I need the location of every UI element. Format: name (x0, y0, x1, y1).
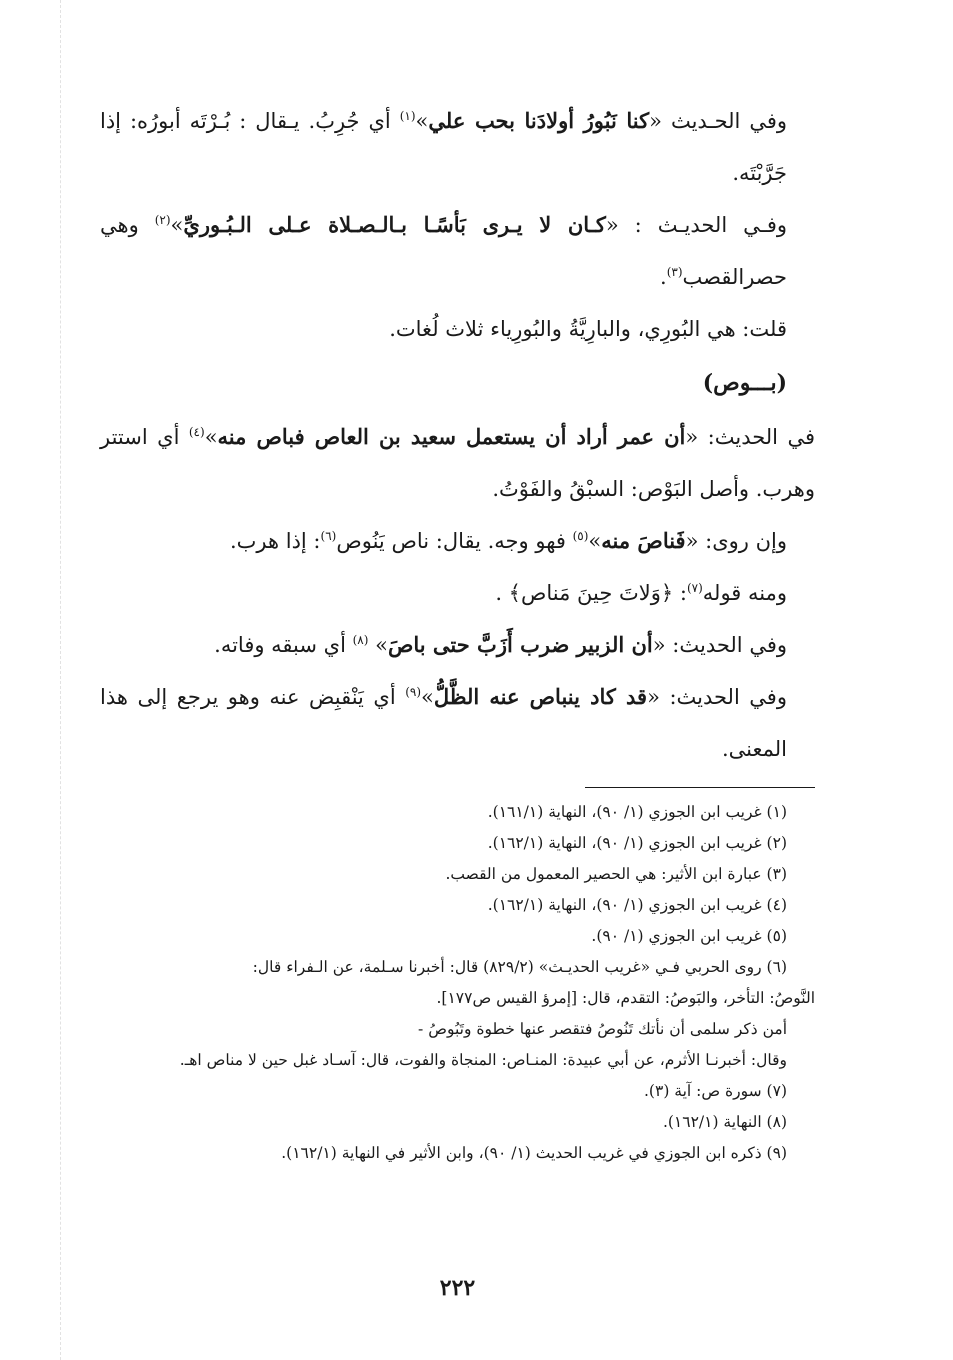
text-run: وفي الحديث: « (647, 685, 787, 709)
text-run: وهي حصرالقصب (100, 213, 787, 289)
footnote-5: (٥) غريب ابن الجوزي (١/ ٩٠). (591, 927, 787, 945)
quran-quote: : ﴿وَلاتَ حِينَ مَناص﴾ . (495, 581, 687, 605)
footnote-6-continued: النَّوصُ: التأخر، والبَوصُ: التقدم، قال: [إمرؤ القيس ص١٧٧]. (436, 989, 815, 1007)
paragraph-2 (100, 199, 815, 303)
hadith-quote: أن الزبير ضرب أَزَبَّ حتى باصَ (387, 632, 653, 657)
text-run: وإن روى: « (685, 529, 787, 553)
section-heading: (بـــوص) (702, 370, 787, 396)
text-run: » (204, 425, 218, 449)
footnote-separator (585, 787, 815, 788)
footnote-8: (٨) النهاية (١٦٢/١). (662, 1113, 787, 1131)
paragraph-1 (100, 95, 815, 199)
footnote-1: (١) غريب ابن الجوزي (١/ ٩٠)، النهاية (١٦١/١). (487, 803, 787, 821)
footnote-ref: (٤) (188, 425, 205, 439)
footnote-2: (٢) غريب ابن الجوزي (١/ ٩٠)، النهاية (١٦٢/١). (487, 834, 787, 852)
footnote-7: (٧) سورة ص: آية (٣). (644, 1082, 787, 1100)
text-run: » (368, 633, 388, 657)
footnote-9: (٩) ذكره ابن الجوزي في غريب الحديث (١/ ٩٠)، وابن الأثير في النهاية (١٦٢/١). (281, 1144, 787, 1162)
text-run: ومنه قوله (702, 581, 787, 605)
footnote-ref: (٢) (154, 213, 171, 227)
text-run: أي سبقه وفاته. (214, 633, 353, 657)
text-run: وفي الحديث: « (652, 633, 787, 657)
page-margin-guide (60, 0, 61, 1360)
paragraph-5 (100, 515, 815, 567)
text-run: في الحديث: « (685, 425, 815, 449)
paragraph-4 (100, 411, 815, 515)
text-run: » (588, 529, 602, 553)
hadith-quote: أن عمر أراد أن يستعمل سعيد بن العاص فباص منه (217, 424, 686, 449)
footnote-ref: (٨) (352, 633, 369, 647)
paragraph-8 (100, 671, 815, 775)
footnote-ref: (٣) (666, 265, 683, 279)
hadith-quote: كـان لا يـرى بَأسًـا بـالـصـلاة عـلى الـبُـوريِّ (183, 212, 606, 237)
main-text (100, 95, 815, 775)
footnote-3: (٣) عبارة ابن الأثير: هي الحصير المعمول من القصب. (445, 865, 787, 883)
text-run: أي استتر وهرب. وأصل البَوْص: السبْقُ والفَوْتُ. (100, 425, 815, 501)
page-number: ٢٢٢ (439, 1275, 476, 1301)
text-run: » (421, 685, 434, 709)
hadith-quote: قد كاد ينباص عنه الظَّلُّ (433, 684, 648, 709)
text-run: أي يَنْقبِض عنه وهو يرجع إلى هذا المعنى. (100, 685, 787, 761)
footnote-4: (٤) غريب ابن الجوزي (١/ ٩٠)، النهاية (١٦٢/١). (487, 896, 787, 914)
text-run: . (660, 265, 667, 289)
paragraph-3: قلت: هي البُورِي، والبارِيَّةُ والبُورِياء ثلاث لُغات. (389, 317, 787, 341)
text-run: : إذا هرب. (229, 529, 321, 553)
footnote-ref: (٦) (320, 529, 337, 543)
footnote-ref: (٩) (405, 685, 422, 699)
footnote-6-extra: وقال: أخبرنـا الأثرم، عن أبي عبيدة: المنـاص: المنجاة والفوت، قال: آسـاد غبل حين لا مناص اهـ. (179, 1051, 787, 1069)
footnote-ref: (١) (399, 109, 416, 123)
footnote-6: (٦) روى الحربي فـي «غريب الحديـث» (٨٢٩/٢) قال: أخبرنا سـلمة، عن الـفراء قال: (252, 958, 787, 976)
text-run: » (415, 109, 429, 133)
text-run: أي جُرِبُ. يـقال : بُـرْتَه أبورُه: إذا جَرَّبْتَه. (100, 109, 787, 185)
paragraph-7 (100, 619, 815, 671)
text-run: » (170, 213, 184, 237)
footnote-ref: (٥) (572, 529, 589, 543)
hadith-quote: كنا نَبُورُ أولادَنا بحب علي (428, 108, 650, 133)
book-page (100, 95, 815, 1325)
footnote-6-verse: أمن ذكر سلمى أن نأتك تَنُوصُ فتقصر عنها خطوة وتَبُوصُ - (418, 1020, 787, 1038)
text-run: وفي الحـديث « (649, 109, 788, 133)
hadith-quote: فَناصَ منه (601, 528, 686, 553)
text-run: وفـي الحديـث : « (605, 213, 787, 237)
paragraph-6 (100, 567, 815, 619)
footnote-ref: (٧) (686, 581, 703, 595)
footnotes (100, 797, 815, 1169)
text-run: فهو وجه. يقال: ناص يَنُوص (336, 529, 573, 553)
